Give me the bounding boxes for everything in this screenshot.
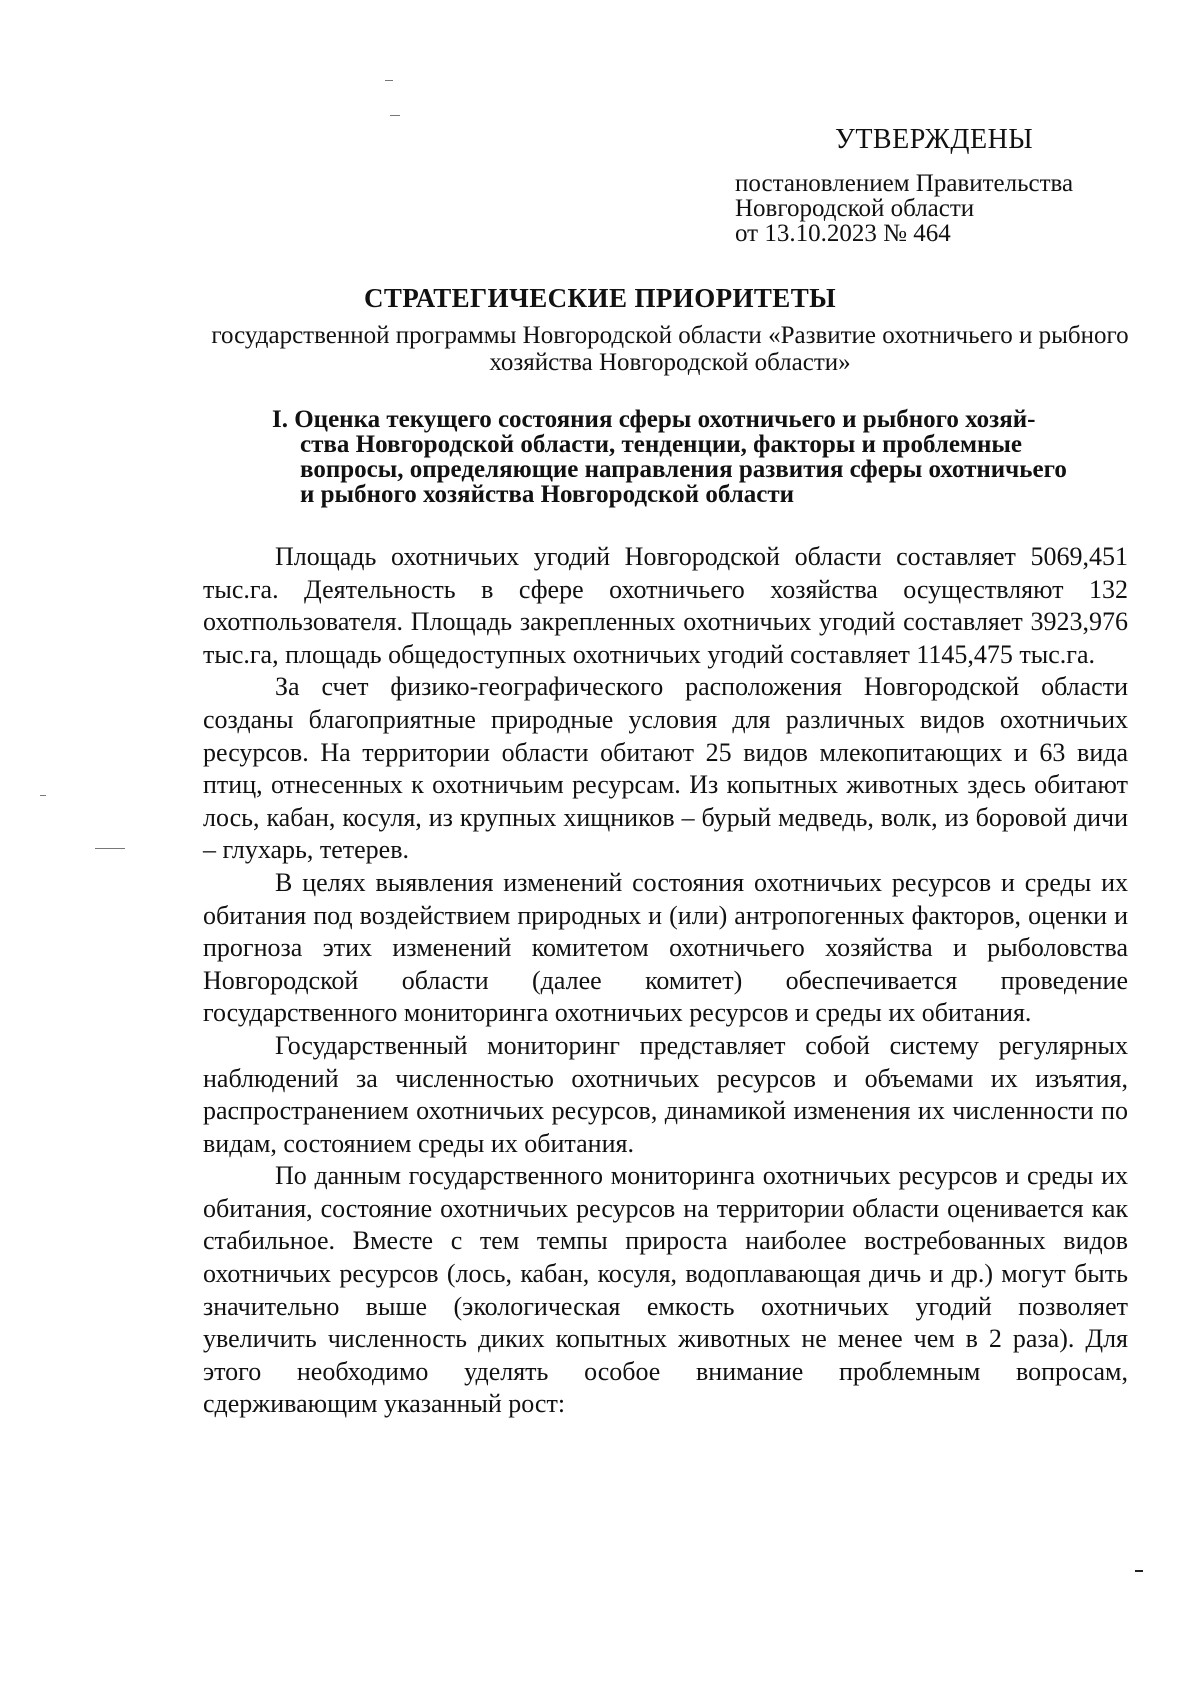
section-heading (272, 407, 1132, 507)
approval-block (735, 125, 1155, 246)
paragraph: В целях выявления изменений состояния охотничьих ресурсов и среды их обитания под воздействием природных и (или) антропогенных факторов, оценки и прогноза этих изменений комитетом охотничьего хозяйства и рыболовства Новгородской области (далее комитет) обеспечивается проведение государственного мониторинга охотничьих ресурсов и среды их обитания. (203, 867, 1128, 1028)
scan-mark (385, 80, 393, 81)
approval-line-1: постановлением Правительства (735, 170, 1074, 197)
section-heading-line-2: ства Новгородской области, тенденции, факторы и проблемные (300, 431, 1022, 458)
document-subtitle: государственной программы Новгородской области «Развитие охотничьего и рыбного хозяйства Новгородской области» (211, 322, 1129, 376)
scan-mark (390, 115, 400, 116)
scan-mark (1135, 1570, 1143, 1572)
section-heading-line-3: вопросы, определяющие направления развития сферы охотничьего (300, 456, 1067, 483)
approval-line-3: от 13.10.2023 № 464 (735, 220, 951, 247)
body-text (203, 541, 1128, 1421)
paragraph: По данным государственного мониторинга охотничьих ресурсов и среды их обитания, состояние охотничьих ресурсов на территории области оценивается как стабильное. Вместе с тем темпы прироста наиболее востребованных видов охотничьих ресурсов (лось, кабан, косуля, водоплавающая дичь и др.) могут быть значительно выше (экологическая емкость охотничьих угодий позволяет увеличить численность диких копытных животных не менее чем в 2 раза). Для этого необходимо уделять особое внимание проблемным вопросам, сдерживающим указанный рост: (203, 1161, 1128, 1419)
approval-line-2: Новгородской области (735, 195, 975, 222)
scan-mark (40, 795, 46, 796)
section-heading-line-1: I. Оценка текущего состояния сферы охотничьего и рыбного хозяй- (272, 406, 1036, 433)
paragraph: За счет физико-географического расположения Новгородской области созданы благоприятные природные условия для различных видов охотничьих ресурсов. На территории области обитают 25 видов млекопитающих и 63 вида птиц, отнесенных к охотничьим ресурсам. Из копытных животных здесь обитают лось, кабан, косуля, из крупных хищников – бурый медведь, волк, из боровой дичи – глухарь, тетерев. (203, 672, 1128, 865)
paragraph: Государственный мониторинг представляет собой систему регулярных наблюдений за численностью охотничьих ресурсов и объемами их изъятия, распространением охотничьих ресурсов, динамикой изменения их численности по видам, состоянием среды их обитания. (203, 1030, 1128, 1158)
section-heading-line-4: и рыбного хозяйства Новгородской области (300, 481, 795, 508)
scan-mark (95, 848, 125, 849)
paragraph: Площадь охотничьих угодий Новгородской области составляет 5069,451 тыс.га. Деятельность в сфере охотничьего хозяйства осуществляют 132 охотпользователя. Площадь закрепленных охотничьих угодий составляет 3923,976 тыс.га, площадь общедоступных охотничьих угодий составляет 1145,475 тыс.га. (203, 542, 1128, 669)
approval-title: УТВЕРЖДЕНЫ (835, 124, 1034, 155)
document-title: СТРАТЕГИЧЕСКИЕ ПРИОРИТЕТЫ (363, 283, 837, 313)
